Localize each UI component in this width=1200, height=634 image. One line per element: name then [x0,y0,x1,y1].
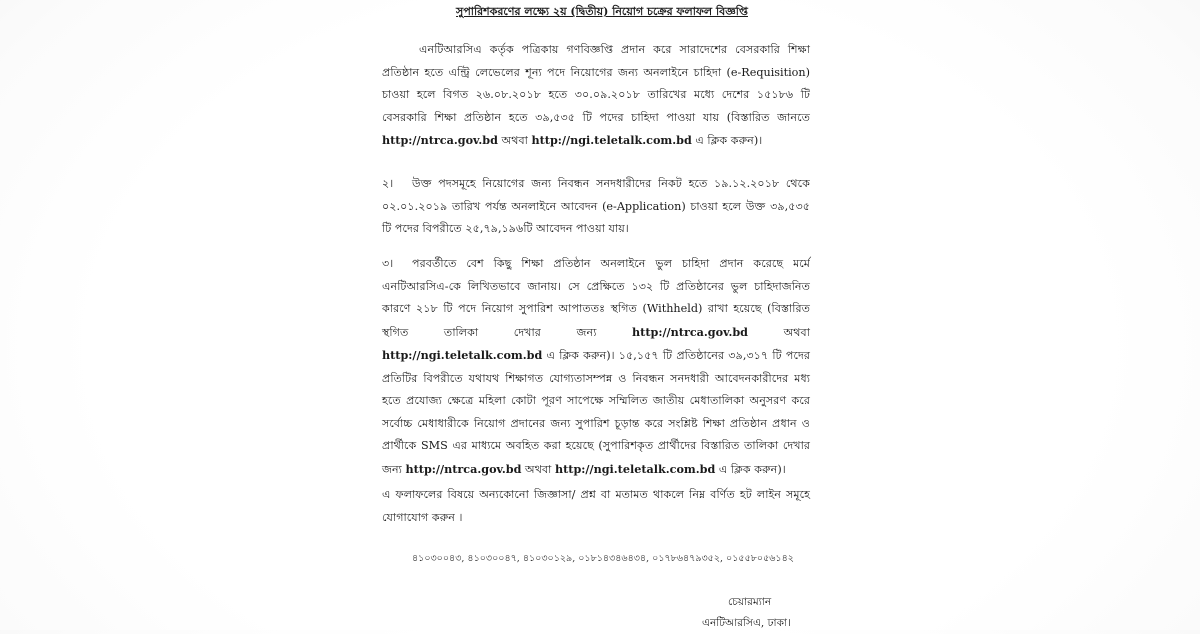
paragraph-3-text-part3: এ ক্লিক করুন)। [715,462,786,476]
signatory-role: চেয়ারম্যান [728,596,772,608]
signatory-organization: এনটিআরসিএ, ঢাকা। [702,617,791,629]
joiner-text: অথবা [521,462,555,476]
ntrca-link[interactable]: http://ntrca.gov.bd [632,324,748,339]
paragraph-3 [382,253,810,481]
paragraph-1-tail: এ ক্লিক করুন)। [691,134,763,147]
paragraph-3-text-part1: পরবর্তীতে বেশ কিছু শিক্ষা প্রতিষ্ঠান অনলাইনে ভুল চাহিদা প্রদান করেছে মর্মে এনটিআরসিএ-কে লিখিতভাবে জানায়। সে প্রেক্ষিতে ১৩২ টি প্রতিষ্ঠানের ভুল চাহিদাজনিত কারণে ২১৮ টি পদে নিয়োগ সুপারিশ আপাততঃ স্থগিত (Withheld) রাখা হয়েছে (বিস্তারিত স্থগিত তালিকা দেখার জন্য [382,257,810,339]
paragraph-2-text: উক্ত পদসমূহে নিয়োগের জন্য নিবন্ধন সনদধারীদের নিকট হতে ১৯.১২.২০১৮ থেকে ০২.০১.২০১৯ তারিখ পর্যন্ত অনলাইনে আবেদন (e-Application) চাওয়া হলে উক্ত ৩৯,৫৩৫ টি পদের বিপরীতে ২৫,৭৯,১৯৬টি আবেদন পাওয়া যায়। [382,177,810,235]
document-title: সুপারিশকরণের লক্ষ্যে ২য় (দ্বিতীয়) নিয়োগ চক্রের ফলাফল বিজ্ঞপ্তি [456,5,748,18]
ntrca-link[interactable]: http://ntrca.gov.bd [382,133,498,147]
paragraph-3-number: ৩। [382,257,394,270]
teletalk-link[interactable]: http://ngi.teletalk.com.bd [531,133,692,147]
joiner-text: অথবা [748,325,810,339]
teletalk-link[interactable]: http://ngi.teletalk.com.bd [554,461,716,476]
signature-block [702,592,822,634]
paragraph-2 [382,173,810,241]
paragraph-1 [382,39,810,153]
paragraph-4: এ ফলাফলের বিষয়ে অন্যকোনো জিজ্ঞাসা/ প্রশ্ন বা মতামত থাকলে নিম্ন বর্ণিত হট লাইন সমূহে যোগাযোগ করুন । [382,488,810,524]
notice-document [382,0,810,630]
teletalk-link[interactable]: http://ngi.teletalk.com.bd [382,348,543,362]
paragraph-2-number: ২। [382,177,394,190]
paragraph-3-text-part2: এ ক্লিক করুন)। ১৫,১৫৭ টি প্রতিষ্ঠানের ৩৯,৩১৭ টি পদের প্রতিটির বিপরীতে যথাযথ শিক্ষাগত যোগ্যতাসম্পন্ন ও নিবন্ধন সনদধারী আবেদনকারীদের মধ্য হতে প্রযোজ্য ক্ষেত্রে মহিলা কোটা পূরণ সাপেক্ষে সম্মিলিত জাতীয় মেধাতালিকা অনুসরণ করে সর্বোচ্চ মেধাধারীকে নিয়োগ প্রদানের জন্য সুপারিশ চূড়ান্ত করে সংশ্লিষ্ট শিক্ষা প্রতিষ্ঠান প্রধান ও প্রার্থীকে SMS এর মাধ্যমে অবহিত করা হয়েছে (সুপারিশকৃত প্রার্থীদের বিস্তারিত তালিকা দেখার জন্য [382,349,810,476]
joiner-text: অথবা [497,134,532,147]
ntrca-link[interactable]: http://ntrca.gov.bd [405,461,522,476]
paragraph-1-text: এনটিআরসিএ কর্তৃক পত্রিকায় গণবিজ্ঞপ্তি প্রদান করে সারাদেশের বেসরকারি শিক্ষা প্রতিষ্ঠান হতে এন্ট্রি লেভেলের শূন্য পদে নিয়োগের জন্য অনলাইনে চাহিদা (e-Requisition) চাওয়া হলে বিগত ২৬.০৮.২০১৮ হতে ৩০.০৯.২০১৮ তারিখের মধ্যে দেশের ১৫১৮৬ টি বেসরকারি শিক্ষা প্রতিষ্ঠান হতে ৩৯,৫৩৫ টি পদের চাহিদা পাওয়া যায় (বিস্তারিত জানতে [382,43,810,124]
hotline-numbers: ৪১০৩০০৪৩, ৪১০৩০০৪৭, ৪১০৩০১২৯, ০১৮১৪৩৪৬৪৩৪, ০১৭৮৬৪৭৯৩৫২, ০১৫৫৮০৫৬১৪২ [412,553,794,564]
